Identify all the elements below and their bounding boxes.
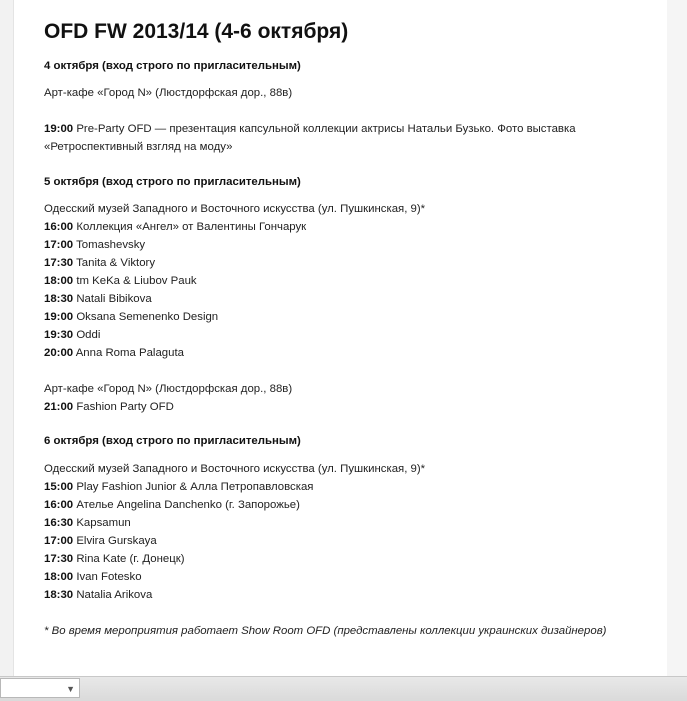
show-time: 18:30 (44, 293, 74, 305)
day3-venue: Одесский музей Западного и Восточного искусства (ул. Пушкинская, 9)* (44, 463, 426, 475)
schedule-row (44, 586, 152, 604)
show-time: 16:30 (44, 517, 74, 529)
show-name: Rina Kate (г. Донецк) (76, 553, 185, 565)
show-time: 19:00 (44, 311, 74, 323)
schedule-row (44, 496, 300, 514)
show-time: 20:00 (44, 347, 74, 359)
event-time: 19:00 (44, 123, 74, 135)
event-description: Pre-Party OFD — презентация капсульной коллекции актрисы Натальи Бузько. Фото выставка «Ретроспективный взгляд на моду» (44, 123, 576, 153)
right-margin (667, 0, 687, 676)
show-time: 17:30 (44, 257, 74, 269)
page-title: OFD FW 2013/14 (4-6 октября) (44, 20, 349, 43)
schedule-row (44, 398, 174, 416)
bottom-toolbar (0, 676, 687, 701)
schedule-row (44, 290, 152, 308)
show-name: Ivan Fotesko (76, 571, 142, 583)
show-time: 18:00 (44, 275, 74, 287)
show-time: 18:00 (44, 571, 74, 583)
schedule-row (44, 236, 145, 254)
day1-heading: 4 октября (вход строго по пригласительным) (44, 60, 301, 72)
show-time: 16:00 (44, 499, 74, 511)
show-name: Tomashevsky (76, 239, 146, 251)
show-time: 17:00 (44, 535, 74, 547)
show-time: 15:00 (44, 481, 74, 493)
day1-venue: Арт-кафе «Город N» (Люстдорфская дор., 88в) (44, 87, 293, 99)
schedule-row (44, 272, 197, 290)
footnote: * Во время мероприятия работает Show Room OFD (представлены коллекции украинских дизайнеров) (44, 625, 607, 637)
show-name: Oddi (76, 329, 101, 341)
dropdown-select[interactable] (0, 678, 80, 698)
day2-heading: 5 октября (вход строго по пригласительным) (44, 176, 301, 188)
day3-heading: 6 октября (вход строго по пригласительным) (44, 435, 301, 447)
show-name: Anna Roma Palaguta (75, 347, 184, 359)
show-name: tm KeKa & Liubov Pauk (76, 275, 197, 287)
show-name: Play Fashion Junior & Алла Петропавловская (76, 481, 314, 493)
schedule-row (44, 344, 184, 362)
schedule-row (44, 308, 218, 326)
show-time: 19:30 (44, 329, 74, 341)
day1-event (44, 120, 644, 156)
show-name: Oksana Semenenko Design (76, 311, 219, 323)
day2-venue: Одесский музей Западного и Восточного искусства (ул. Пушкинская, 9)* (44, 203, 426, 215)
show-name: Коллекция «Ангел» от Валентины Гончарук (76, 221, 307, 233)
show-name: Natalia Arikova (76, 589, 153, 601)
schedule-row (44, 532, 157, 550)
show-name: Elvira Gurskaya (76, 535, 157, 547)
schedule-row (44, 550, 185, 568)
schedule-row (44, 218, 306, 236)
show-time: 16:00 (44, 221, 74, 233)
show-name: Ателье Angelina Danchenko (г. Запорожье) (76, 499, 300, 511)
show-time: 18:30 (44, 589, 74, 601)
schedule-row (44, 326, 100, 344)
schedule-row (44, 254, 155, 272)
show-name: Kapsamun (76, 517, 131, 529)
chevron-down-icon[interactable]: ▼ (66, 684, 75, 694)
schedule-row (44, 478, 313, 496)
show-time: 17:00 (44, 239, 74, 251)
day2-venue-2: Арт-кафе «Город N» (Люстдорфская дор., 88в) (44, 383, 293, 395)
show-time: 17:30 (44, 553, 74, 565)
schedule-row (44, 568, 142, 586)
show-name: Tanita & Viktory (76, 257, 156, 269)
article-page (13, 0, 669, 676)
show-name: Fashion Party OFD (76, 401, 174, 413)
show-name: Natali Bibikova (76, 293, 152, 305)
schedule-row (44, 514, 131, 532)
show-time: 21:00 (44, 401, 74, 413)
